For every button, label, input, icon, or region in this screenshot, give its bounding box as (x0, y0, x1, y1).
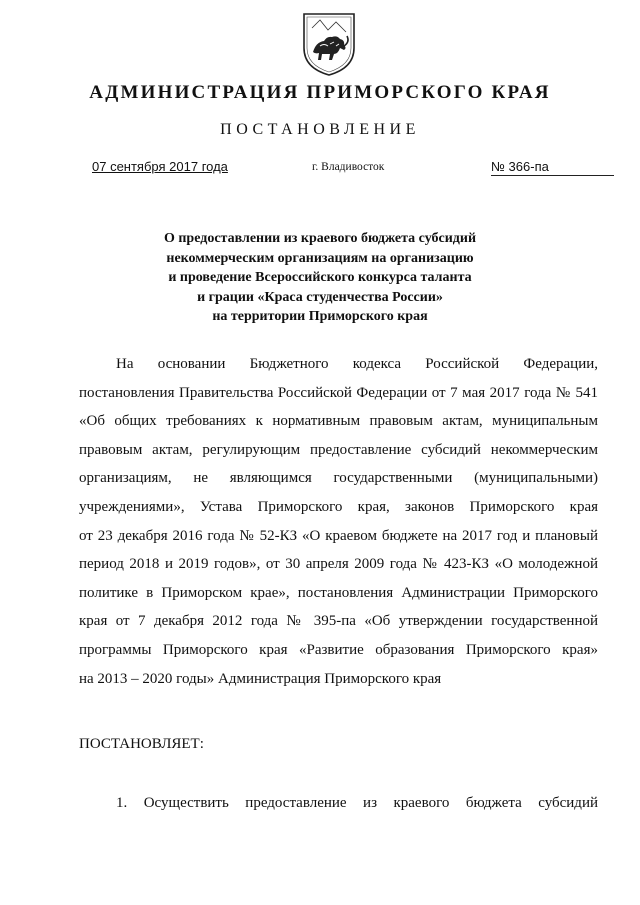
title-line: и проведение Всероссийского конкурса таланта (168, 270, 472, 286)
title-line: некоммерческим организациям на организацию (166, 250, 474, 266)
paragraph-line: правовым актам, регулирующим предоставление субсидий некоммерческим (79, 441, 598, 458)
preamble-paragraph (79, 350, 598, 693)
document-number: № 366-па (491, 159, 614, 176)
document-date: 07 сентября 2017 года (92, 159, 228, 174)
title-line: О предоставлении из краевого бюджета субсидий (163, 231, 477, 246)
paragraph-line: края от 7 декабря 2012 года № 395-па «Об утверждении государственной (79, 613, 598, 630)
resolves-heading: ПОСТАНОВЛЯЕТ: (79, 736, 204, 752)
paragraph-line: политике в Приморском крае», постановления Администрации Приморского (79, 584, 598, 601)
paragraph-line: программы Приморского края «Развитие образования Приморского края» (79, 641, 598, 658)
document-type: ПОСТАНОВЛЕНИЕ (220, 121, 420, 138)
paragraph-line: постановления Правительства Российской Федерации от 7 мая 2017 года № 541 (79, 384, 598, 401)
paragraph-line: от 23 декабря 2016 года № 52-КЗ «О краевом бюджете на 2017 год и плановый (79, 527, 598, 544)
document-city: г. Владивосток (312, 161, 385, 173)
title-line: и грации «Краса студенчества России» (197, 289, 443, 305)
administration-heading: АДМИНИСТРАЦИЯ ПРИМОРСКОГО КРАЯ (89, 82, 551, 103)
coat-of-arms-icon (300, 8, 358, 78)
paragraph-line: на 2013 – 2020 годы» Администрация Приморского края (79, 670, 442, 687)
paragraph-line: «Об общих требованиях к нормативным правовым актам, муниципальным (79, 413, 598, 430)
paragraph-line: организациям, не являющимся государственными (муниципальными) (79, 470, 598, 487)
document-title (0, 229, 640, 327)
paragraph-line: период 2018 и 2019 годов», от 30 апреля 2009 года № 423-КЗ «О молодежной (79, 556, 598, 573)
paragraph-line: учреждениями», Устава Приморского края, законов Приморского края (79, 498, 598, 515)
title-line: на территории Приморского края (212, 309, 428, 325)
paragraph-line: На основании Бюджетного кодекса Российской Федерации, (116, 356, 598, 372)
clause-1: 1. Осуществить предоставление из краевого бюджета субсидий (116, 795, 598, 811)
